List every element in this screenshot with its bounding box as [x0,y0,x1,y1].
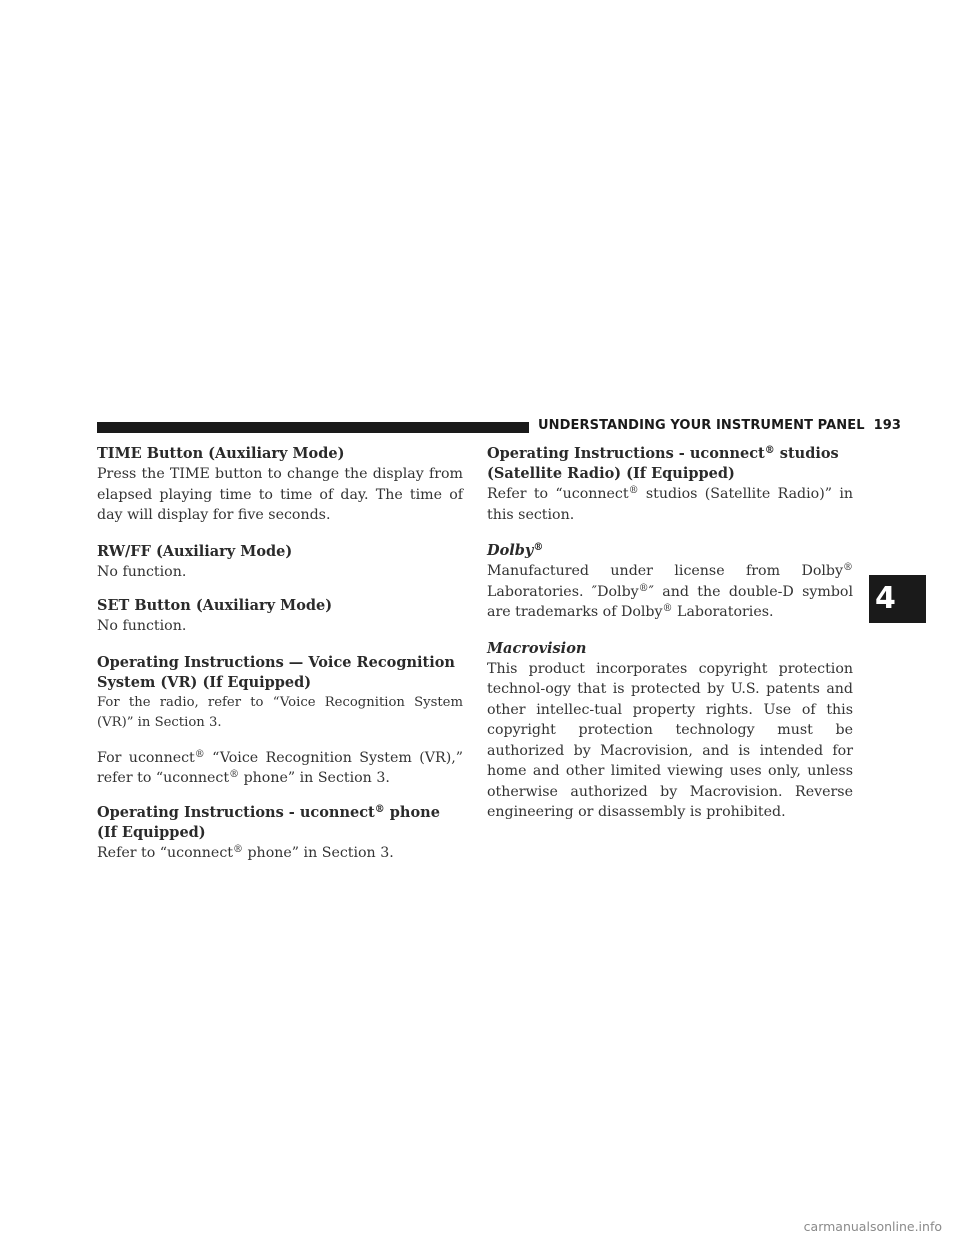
registered-mark: ® [638,582,649,594]
uconnect-phone-heading: Operating Instructions - uconnect® phone (If Equipped) [97,803,440,841]
watermark-text: carmanualsonline.info [803,1219,942,1234]
set-button-section [97,596,463,637]
uconnect-phone-body: Refer to “uconnect® phone” in Section 3. [97,843,394,861]
running-header [538,418,901,433]
section-title: UNDERSTANDING YOUR INSTRUMENT PANEL [538,418,865,433]
dolby-body: Manufactured under license from Dolby® Laboratories. ″Dolby®″ and the double-D symbol are trademarks of Dolby® Laboratories. [487,562,854,620]
registered-mark: ® [662,603,673,614]
time-button-section [97,444,463,526]
chapter-tab: 4 [869,575,926,623]
time-button-heading: TIME Button (Auxiliary Mode) [97,445,345,462]
voice-recognition-radio-body: For the radio, refer to “Voice Recognition System (VR)” in Section 3. [97,694,463,730]
page-number: 193 [873,418,902,433]
uconnect-studios-body: Refer to “uconnect® studios (Satellite Radio)” in this section. [487,485,853,523]
rw-ff-section [97,542,463,583]
set-button-body: No function. [97,618,187,634]
registered-mark: ® [533,542,544,553]
right-column [487,444,853,839]
macrovision-body: This product incorporates copyright protection technol-ogy that is protected by U.S. patents and other intellec-tual property rights. Use of this copyright protection technology must be authorized by Macrovision, and is intended for home and other limited viewing uses only, unless otherwise authorized by Macrovision. Reverse engineering or disassembly is prohibited. [487,660,853,820]
rw-ff-heading: RW/FF (Auxiliary Mode) [97,542,293,560]
registered-mark: ® [628,485,639,496]
registered-mark: ® [843,562,853,573]
uconnect-phone-section [97,803,463,864]
uconnect-studios-heading: Operating Instructions - uconnect® studios (Satellite Radio) (If Equipped) [487,445,839,482]
time-button-body: Press the TIME button to change the display from elapsed playing time to time of day. The time of day will display for five seconds. [97,466,463,523]
voice-recognition-heading [97,653,463,693]
left-column [97,444,463,879]
uconnect-studios-section [487,444,853,525]
voice-recognition-heading-line1: Operating Instructions — Voice Recognition [97,653,455,671]
voice-recognition-section [97,653,463,789]
dolby-heading: Dolby® [487,542,544,559]
registered-mark: ® [232,843,243,855]
registered-mark: ® [194,748,205,760]
registered-mark: ® [229,769,240,780]
set-button-heading: SET Button (Auxiliary Mode) [97,597,333,614]
macrovision-heading: Macrovision [487,639,587,657]
rw-ff-body: No function. [97,563,187,580]
voice-recognition-heading-line2: System (VR) (If Equipped) [97,673,312,691]
macrovision-section [487,639,853,823]
registered-mark: ® [764,445,775,456]
registered-mark: ® [374,803,385,815]
header-rule-bar [97,422,529,433]
dolby-section [487,541,853,623]
voice-recognition-uconnect-body: For uconnect® “Voice Recognition System (VR),” refer to “uconnect® phone” in Section 3. [97,748,463,786]
